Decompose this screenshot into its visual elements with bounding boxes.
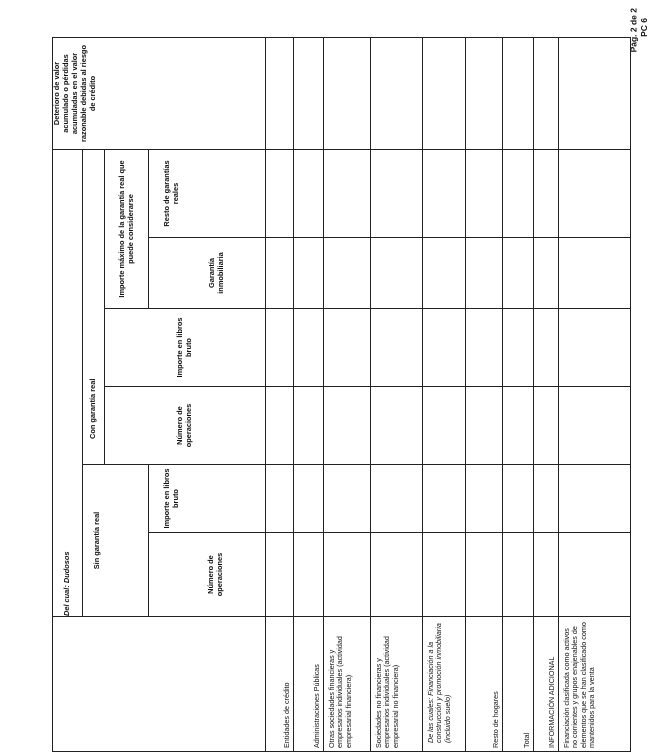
row-label-total: Total <box>503 617 534 752</box>
data-cell <box>466 533 503 617</box>
data-cell <box>266 465 294 533</box>
data-cell <box>324 387 371 465</box>
table-row <box>534 38 559 752</box>
data-cell <box>466 309 503 387</box>
data-cell <box>503 238 534 309</box>
data-cell <box>371 38 423 150</box>
data-cell <box>534 533 559 617</box>
data-cell <box>559 309 631 387</box>
table-row <box>559 38 631 752</box>
data-cell <box>503 465 534 533</box>
data-cell <box>294 238 324 309</box>
data-cell <box>294 309 324 387</box>
data-cell <box>466 238 503 309</box>
data-cell <box>266 38 294 150</box>
data-cell <box>466 150 503 238</box>
header-deterioro: Deterioro de valor acumulado o pérdidas acumuladas en el valor razonable debidas al riesgo de crédito <box>53 38 266 150</box>
data-cell <box>324 465 371 533</box>
header-numero-operaciones-1: Número de operaciones <box>149 533 266 617</box>
header-garantia-inmobiliaria: Garantía inmobiliaria <box>149 238 266 309</box>
data-cell <box>503 533 534 617</box>
data-cell <box>534 38 559 150</box>
row-label-otras-sociedades-financieras: Otras sociedades financieras y empresarios individuales (actividad empresarial financiera) <box>324 617 371 752</box>
data-cell <box>466 387 503 465</box>
data-cell <box>423 465 466 533</box>
row-label-resto-hogares: Resto de hogares <box>466 617 503 752</box>
data-cell <box>534 309 559 387</box>
data-cell <box>371 387 423 465</box>
row-label-financiacion-activos-no-corrientes: Financiación clasificada como activos no corrientes y grupos enajenables de elementos que se han clasificado como mantenidos para la venta <box>559 617 631 752</box>
data-cell <box>371 309 423 387</box>
table-row <box>371 38 423 752</box>
data-cell <box>324 38 371 150</box>
data-cell <box>266 150 294 238</box>
data-cell <box>559 150 631 238</box>
header-importe-libros-1: Importe en libros bruto <box>149 465 266 533</box>
data-cell <box>534 465 559 533</box>
data-cell <box>324 150 371 238</box>
data-cell <box>559 465 631 533</box>
group-header-dudosos: Del cual: Dudosos <box>53 150 83 617</box>
data-cell <box>559 238 631 309</box>
row-label-entidades-credito: Entidades de crédito <box>266 617 294 752</box>
data-cell <box>423 150 466 238</box>
data-cell <box>371 238 423 309</box>
data-cell <box>466 465 503 533</box>
header-numero-operaciones-2: Número de operaciones <box>105 387 266 465</box>
table-row <box>503 38 534 752</box>
page-number: Pág. 2 de 2 <box>628 8 638 53</box>
row-label-informacion-adicional: INFORMACIÓN ADICIONAL <box>534 617 559 752</box>
data-cell <box>423 387 466 465</box>
dudosos-table <box>52 37 631 752</box>
data-cell <box>294 465 324 533</box>
data-cell <box>559 533 631 617</box>
header-sin-garantia: Sin garantía real <box>83 465 149 617</box>
row-label-construccion-promocion: De las cuales: Financiación a la construcción y promoción inmobiliaria (incluido suelo) <box>423 617 466 752</box>
data-cell <box>324 533 371 617</box>
data-cell <box>371 533 423 617</box>
data-cell <box>324 238 371 309</box>
header-con-garantia: Con garantía real <box>83 150 105 465</box>
corner-cell <box>53 617 266 752</box>
data-cell <box>266 387 294 465</box>
data-cell <box>294 150 324 238</box>
table-row <box>324 38 371 752</box>
data-cell <box>423 309 466 387</box>
data-cell <box>534 238 559 309</box>
data-cell <box>294 38 324 150</box>
data-cell <box>324 309 371 387</box>
data-cell <box>534 387 559 465</box>
data-cell <box>266 238 294 309</box>
data-cell <box>559 387 631 465</box>
data-cell <box>266 309 294 387</box>
data-cell <box>294 533 324 617</box>
data-cell <box>371 150 423 238</box>
table-row <box>423 38 466 752</box>
table-row <box>266 38 294 752</box>
data-cell <box>423 238 466 309</box>
header-importe-libros-2: Importe en libros bruto <box>105 309 266 387</box>
data-cell <box>423 533 466 617</box>
header-row-1 <box>53 38 83 752</box>
data-cell <box>534 150 559 238</box>
data-cell <box>503 150 534 238</box>
data-cell <box>423 38 466 150</box>
data-cell <box>294 387 324 465</box>
row-label-administraciones-publicas: Administraciones Públicas <box>294 617 324 752</box>
header-importe-maximo: Importe máximo de la garantía real que puede considerarse <box>105 150 149 309</box>
header-resto-garantias: Resto de garantías reales <box>149 150 266 238</box>
data-cell <box>559 38 631 150</box>
table-row <box>294 38 324 752</box>
row-label-sociedades-no-financieras: Sociedades no financieras y empresarios individuales (actividad empresarial no financiera) <box>371 617 423 752</box>
table-row <box>466 38 503 752</box>
data-cell <box>266 533 294 617</box>
data-cell <box>503 387 534 465</box>
data-cell <box>503 309 534 387</box>
data-cell <box>503 38 534 150</box>
data-cell <box>371 465 423 533</box>
data-cell <box>466 38 503 150</box>
form-code: PC 6 <box>639 18 649 37</box>
